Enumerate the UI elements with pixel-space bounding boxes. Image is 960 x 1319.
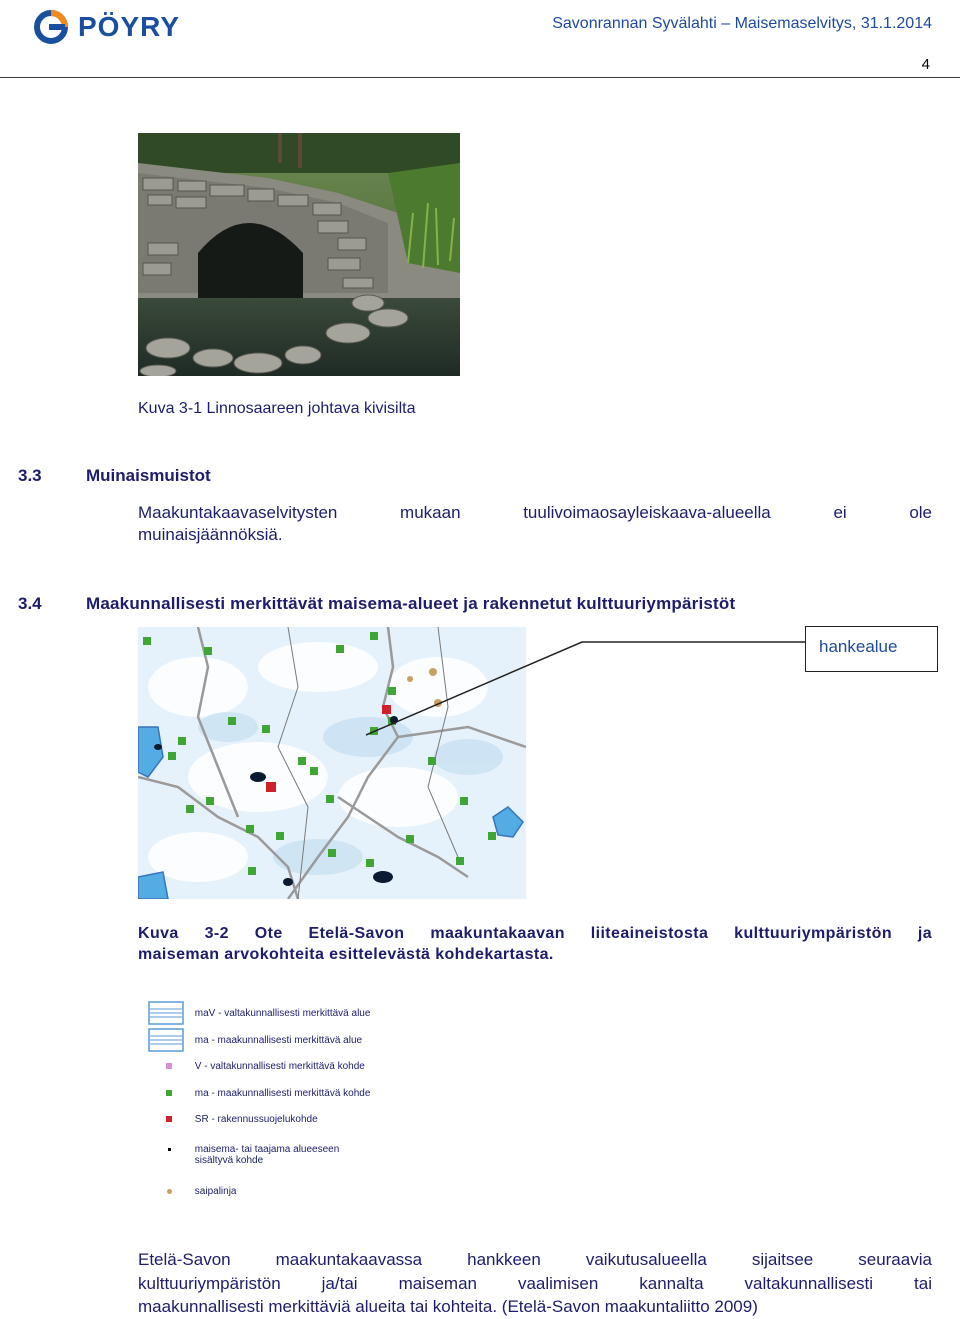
word: tai [914, 1273, 932, 1293]
black-dot-icon [168, 1148, 171, 1151]
tan-dot-icon [167, 1189, 172, 1194]
legend-item [148, 1186, 236, 1197]
section-3-3-title: Muinaismuistot [86, 466, 211, 485]
word: ei [833, 503, 847, 522]
word: hankkeen [467, 1250, 541, 1269]
map-legend [148, 998, 438, 1204]
legend-label: ma - maakunnallisesti merkittävä kohde [194, 1088, 371, 1099]
legend-label-multiline [195, 1144, 340, 1166]
poyry-logo [34, 10, 204, 44]
pink-square-icon [166, 1063, 172, 1069]
legend-item [148, 1028, 362, 1052]
header-divider [0, 77, 960, 78]
green-square-icon [166, 1090, 172, 1096]
callout-hankealue [805, 626, 938, 672]
legend-item [148, 1061, 365, 1072]
word: valtakunnallisesti [744, 1273, 874, 1293]
caption-line: maiseman arvokohteita esittelevästä kohdekartasta. [138, 946, 554, 963]
legend-item [148, 1088, 370, 1099]
word: kulttuuriympäristön [138, 1273, 281, 1293]
word: Etelä-Savon [138, 1250, 231, 1269]
legend-item [148, 1114, 318, 1125]
section-3-3-number: 3.3 [18, 466, 42, 485]
legend-label: SR - rakennussuojelukohde [194, 1114, 318, 1125]
legend-label: V - valtakunnallisesti merkittävä kohde [194, 1061, 365, 1072]
word: sijaitsee [751, 1250, 814, 1269]
paragraph-line: maakunnallisesti merkittäviä alueita tai kohteita. (Etelä-Savon maakuntaliitto 2009) [138, 1297, 758, 1316]
stone-bridge-photo [138, 133, 460, 376]
callout-label: hankealue [819, 637, 898, 656]
figure-1-caption: Kuva 3-1 Linnosaareen johtava kivisilta [138, 400, 416, 417]
word: maiseman [398, 1273, 477, 1293]
legend-label: maV - valtakunnallisesti merkittävä alue [194, 1007, 371, 1019]
paragraph-line [138, 502, 932, 524]
hatched-area-icon [148, 1001, 184, 1025]
section-3-4-number: 3.4 [18, 594, 42, 613]
section-3-4-title: Maakunnallisesti merkittävät maisema-alueet ja rakennetut kulttuuriympäristöt [86, 594, 736, 613]
callout-leader-line [360, 640, 810, 740]
hatched-area-icon [148, 1028, 184, 1052]
closing-paragraph [138, 1248, 932, 1319]
section-3-3-paragraph [138, 502, 932, 546]
word: vaalimisen [517, 1273, 599, 1293]
legend-item [148, 1144, 339, 1166]
legend-label: sisältyvä kohde [194, 1155, 264, 1166]
legend-label: saipalinja [194, 1186, 237, 1197]
word: maakuntakaavassa [275, 1250, 423, 1269]
document-title: Savonrannan Syvälahti – Maisemaselvitys, 31.1.2014 [552, 15, 932, 32]
legend-item [148, 1001, 370, 1025]
red-square-icon [166, 1116, 172, 1122]
legend-label: maisema- tai taajama alueeseen [194, 1144, 340, 1155]
word: ole [909, 503, 933, 522]
word: vaikutusalueella [585, 1250, 707, 1269]
figure-2-caption [138, 923, 932, 965]
word: tuulivoimaosayleiskaava-alueella [523, 503, 771, 522]
logo-wordmark: PÖYRY [78, 11, 180, 42]
caption-line: Kuva 3-2 Ote Etelä-Savon maakuntakaavan liiteaineistosta kulttuuriympäristön ja [138, 925, 932, 942]
word: mukaan [400, 503, 461, 522]
poyry-logo-icon [34, 10, 70, 44]
paragraph-line [138, 1272, 932, 1296]
word: kannalta [639, 1273, 704, 1293]
paragraph-line: muinaisjäännöksiä. [138, 525, 283, 544]
page-number: 4 [921, 56, 930, 73]
paragraph-line [138, 1248, 932, 1272]
word: ja/tai [321, 1273, 358, 1293]
legend-label: ma - maakunnallisesti merkittävä alue [194, 1034, 363, 1046]
word: Maakuntakaavaselvitysten [138, 503, 338, 522]
word: seuraavia [858, 1250, 932, 1269]
